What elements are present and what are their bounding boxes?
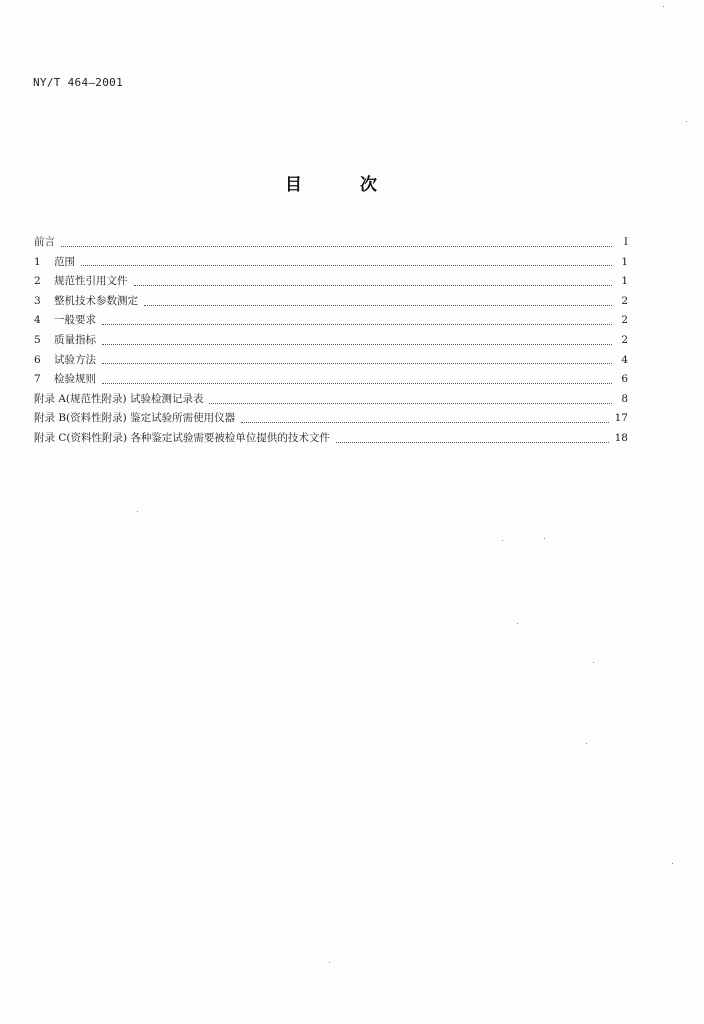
toc-page-number: 1 (621, 255, 628, 268)
toc-page-number: I (623, 236, 628, 248)
toc-entry-label: 前言 (34, 236, 55, 248)
toc-leader-dots (102, 343, 612, 345)
toc-leader-dots (61, 245, 612, 247)
toc-leader-dots (144, 304, 612, 306)
toc-entry-number: 2 (34, 275, 41, 288)
toc-leader-dots (102, 362, 612, 364)
scan-speck (593, 662, 594, 663)
toc-entry-label: 附录 C(资料性附录) 各种鉴定试验需要被检单位提供的技术文件 (34, 431, 330, 444)
scan-speck (137, 511, 138, 512)
scan-speck (502, 540, 503, 541)
toc-leader-dots (81, 264, 612, 266)
scan-speck (663, 6, 664, 7)
toc-entry-label: 质量指标 (54, 333, 96, 346)
toc-entry-number: 5 (34, 333, 41, 346)
scan-speck (544, 538, 545, 539)
toc-entry-label: 检验规则 (54, 373, 96, 386)
toc-page-number: 2 (621, 314, 628, 327)
toc-leader-dots (209, 402, 612, 404)
toc-page-number: 8 (621, 392, 628, 405)
toc-entry-appendix-c[interactable] (34, 429, 628, 449)
toc-entry-label: 一般要求 (54, 314, 96, 327)
standard-code: NY/T 464—2001 (33, 76, 123, 89)
toc-entry-5[interactable] (34, 331, 628, 351)
scan-speck (329, 962, 330, 963)
toc-entry-2[interactable] (34, 272, 628, 292)
title-char-1: 目 (285, 175, 302, 195)
toc-entry-number: 3 (34, 294, 41, 307)
toc-page-number: 6 (621, 373, 628, 386)
toc-entry-label: 规范性引用文件 (54, 275, 128, 288)
toc-entry-number: 4 (34, 314, 41, 327)
title-char-2: 次 (360, 175, 377, 195)
toc-entry-label: 试验方法 (54, 353, 96, 366)
toc-leader-dots (336, 441, 609, 443)
toc-entry-3[interactable] (34, 292, 628, 312)
table-of-contents (34, 233, 628, 449)
toc-entry-4[interactable] (34, 311, 628, 331)
toc-page-number: 2 (621, 333, 628, 346)
toc-page-number: 4 (621, 353, 628, 366)
toc-leader-dots (102, 382, 612, 384)
toc-entry-1[interactable] (34, 253, 628, 273)
toc-page-number: 18 (614, 431, 628, 444)
toc-entry-appendix-b[interactable] (34, 409, 628, 429)
toc-leader-dots (102, 323, 612, 325)
toc-entry-label: 整机技术参数测定 (54, 294, 138, 307)
toc-entry-6[interactable] (34, 351, 628, 371)
scan-speck (686, 121, 687, 122)
toc-entry-label: 附录 A(规范性附录) 试验检测记录表 (34, 392, 204, 405)
toc-entry-label: 范围 (54, 255, 75, 268)
toc-entry-7[interactable] (34, 370, 628, 390)
scan-speck (672, 863, 673, 864)
toc-entry-number: 6 (34, 353, 41, 366)
scan-speck (517, 623, 518, 624)
toc-entry-label: 附录 B(资料性附录) 鉴定试验所需使用仪器 (34, 412, 236, 425)
toc-entry-foreword[interactable] (34, 233, 628, 253)
toc-leader-dots (241, 421, 609, 423)
scan-speck (586, 743, 587, 744)
toc-entry-appendix-a[interactable] (34, 390, 628, 410)
toc-entry-number: 7 (34, 373, 41, 386)
toc-page-number: 17 (614, 412, 628, 425)
toc-page-number: 2 (621, 294, 628, 307)
toc-entry-number: 1 (34, 255, 41, 268)
toc-page-number: 1 (621, 275, 628, 288)
toc-leader-dots (134, 284, 613, 286)
